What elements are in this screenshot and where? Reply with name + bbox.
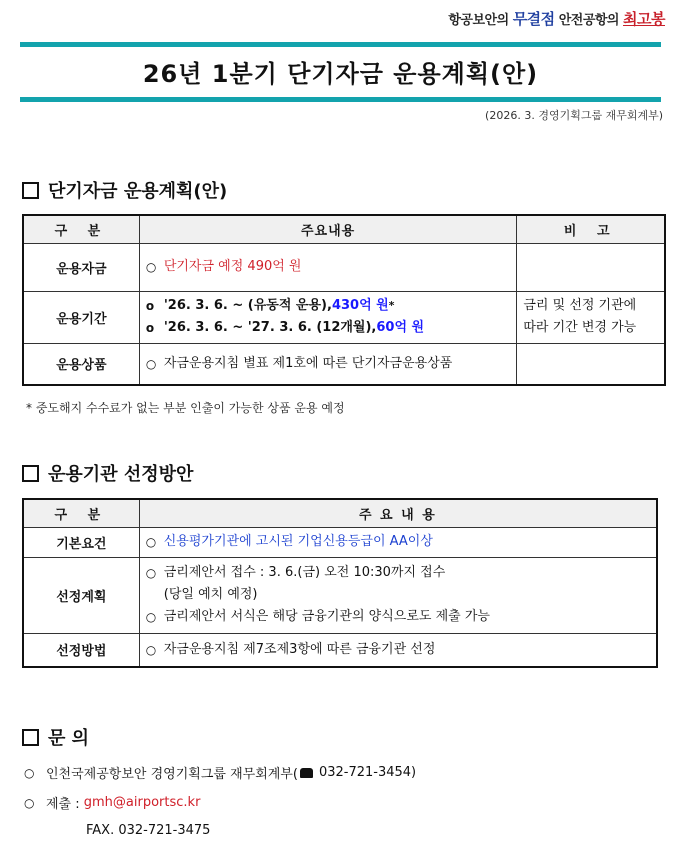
- row-note: [517, 343, 665, 385]
- footnote: * 중도해지 수수료가 없는 부분 인출이 가능한 상품 운용 예정: [26, 401, 345, 415]
- section-1-title: 단기자금 운용계획(안): [48, 181, 228, 202]
- header-content: 주요내용: [139, 215, 517, 243]
- bullet: ○: [145, 642, 157, 657]
- bullet: ○: [145, 535, 157, 549]
- fund-plan-table: [22, 214, 666, 386]
- bullet: ○: [24, 795, 35, 810]
- header-category: 구 분: [23, 499, 139, 527]
- row-note: [517, 243, 665, 291]
- contact-email[interactable]: gmh@airportsc.kr: [83, 795, 201, 810]
- header-category: 구 분: [23, 215, 139, 243]
- checkbox-square-icon: [22, 729, 39, 746]
- row-label: 기본요건: [23, 527, 139, 557]
- section-1-heading: [22, 177, 227, 203]
- section-2-heading: [22, 460, 193, 486]
- bullet: ○: [145, 260, 157, 274]
- footnote-marker: *: [388, 299, 395, 312]
- document-subtitle: (2026. 3. 경영기획그룹 재무회계부): [485, 109, 663, 122]
- institution-selection-table: [22, 498, 658, 668]
- header-content: 주 요 내 용: [139, 499, 657, 527]
- row-content: [139, 557, 657, 633]
- product-text: 자금운용지침 별표 제1호에 따른 단기자금운용상품: [163, 355, 453, 371]
- contact-line-2: [24, 793, 200, 812]
- title-bottom-rule: [20, 97, 661, 102]
- table-row: [23, 557, 657, 633]
- row-content: [139, 291, 517, 343]
- table-row: [23, 527, 657, 557]
- row-content: [139, 343, 517, 385]
- table-row: [23, 243, 665, 291]
- row-label: 선정계획: [23, 557, 139, 633]
- contact-department: 인천국제공항보안 경영기획그룹 재무회계부(: [46, 767, 298, 782]
- slogan-part-4: 최고봉: [623, 10, 665, 28]
- table-header-row: [23, 499, 657, 527]
- contact-fax: FAX. 032-721-3475: [86, 823, 211, 838]
- slogan-part-3: 안전공항의: [554, 13, 624, 28]
- note-line-2: 따라 기간 변경 가능: [523, 320, 637, 335]
- row-label: 운용자금: [23, 243, 139, 291]
- document-title: 26년 1분기 단기자금 운용계획(안): [142, 60, 539, 88]
- row-content: [139, 633, 657, 667]
- checkbox-square-icon: [22, 465, 39, 482]
- bullet: o: [145, 321, 155, 335]
- method-text: 자금운용지침 제7조제3항에 따른 금융기관 선정: [163, 641, 436, 657]
- phone-icon: [300, 768, 313, 778]
- plan-text-sub: (당일 예치 예정): [163, 587, 258, 602]
- submit-label: 제출 :: [46, 797, 84, 812]
- period-text: '26. 3. 6. ~ '27. 3. 6. (12개월),: [163, 320, 377, 335]
- bullet: ○: [145, 566, 157, 580]
- row-label: 운용상품: [23, 343, 139, 385]
- row-label: 선정방법: [23, 633, 139, 667]
- amount-text: 단기자금 예정 490억 원: [163, 259, 302, 274]
- note-line-1: 금리 및 선정 기관에: [523, 298, 637, 313]
- bullet: ○: [145, 610, 157, 624]
- row-label: 운용기간: [23, 291, 139, 343]
- bullet: o: [145, 299, 155, 313]
- checkbox-square-icon: [22, 182, 39, 199]
- table-row: [23, 343, 665, 385]
- contact-line-1: [24, 763, 416, 782]
- section-3-heading: [22, 724, 89, 750]
- row-note: [517, 291, 665, 343]
- row-content: [139, 243, 517, 291]
- slogan-part-2: 무결점: [512, 10, 555, 28]
- title-top-rule: [20, 42, 661, 47]
- section-3-title: 문 의: [48, 728, 90, 749]
- contact-phone: 032-721-3454): [318, 765, 417, 780]
- header-remarks: 비 고: [517, 215, 665, 243]
- table-row: [23, 633, 657, 667]
- period-amount: 430억 원: [331, 298, 389, 313]
- row-content: [139, 527, 657, 557]
- bullet: ○: [145, 356, 157, 371]
- period-text: '26. 3. 6. ~ (유동적 운용),: [163, 298, 332, 313]
- slogan-part-1: 항공보안의: [448, 13, 513, 28]
- requirement-text: 신용평가기관에 고시된 기업신용등급이 AA이상: [163, 534, 433, 549]
- plan-text: 금리제안서 서식은 해당 금융기관의 양식으로도 제출 가능: [163, 609, 490, 624]
- slogan: [448, 8, 665, 29]
- period-amount: 60억 원: [376, 320, 425, 335]
- plan-text: 금리제안서 접수 : 3. 6.(금) 오전 10:30까지 접수: [163, 565, 446, 580]
- table-row: [23, 291, 665, 343]
- section-2-title: 운용기관 선정방안: [48, 464, 194, 485]
- table-header-row: [23, 215, 665, 243]
- bullet: ○: [24, 765, 35, 780]
